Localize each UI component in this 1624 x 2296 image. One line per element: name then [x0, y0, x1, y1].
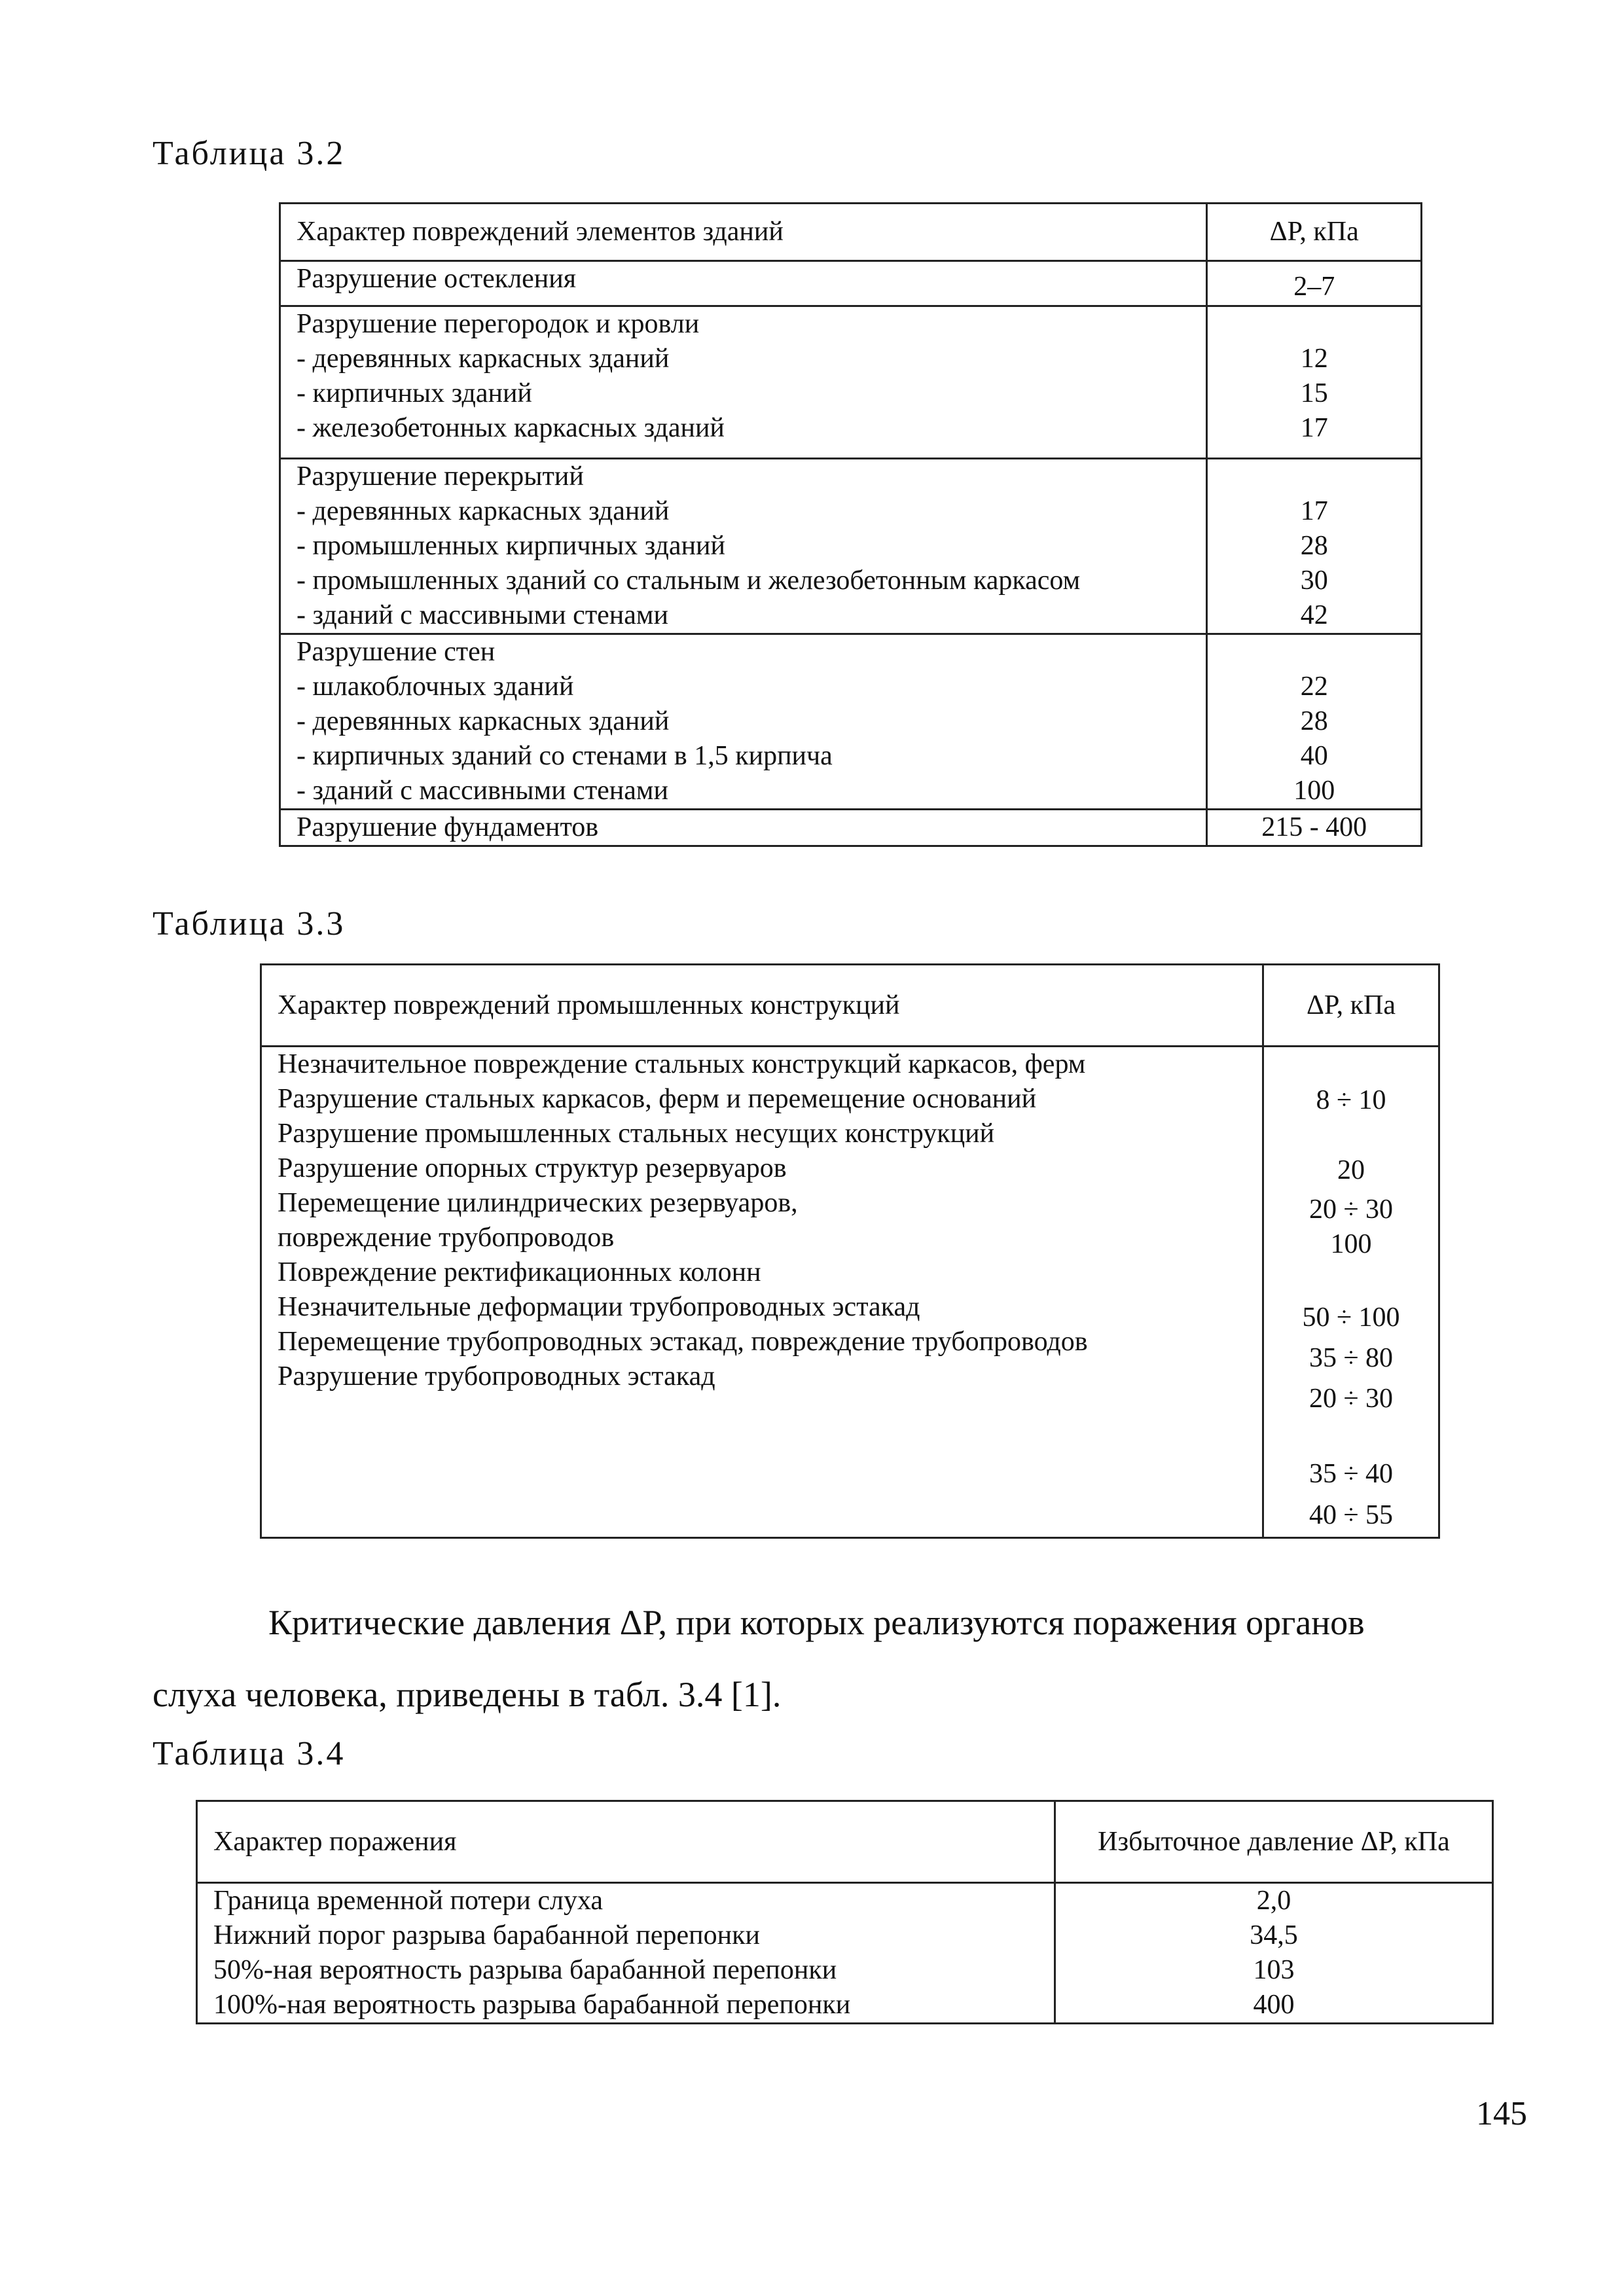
- row-value: 12: [1300, 344, 1328, 374]
- row-label: 100%-ная вероятность разрыва барабанной перепонки: [213, 1990, 851, 2020]
- table-3-4-caption: Таблица 3.4: [153, 1735, 346, 1772]
- row-value: 30: [1300, 565, 1328, 596]
- row-label: Незначительные деформации трубопроводных эстакад: [278, 1292, 920, 1322]
- paragraph-line-2: слуха человека, приведены в табл. 3.4 [1].: [153, 1675, 782, 1714]
- row-label: - железобетонных каркасных зданий: [297, 413, 725, 443]
- row-label: - деревянных каркасных зданий: [297, 344, 670, 374]
- table-row: [280, 459, 1422, 634]
- table-row: [280, 306, 1422, 459]
- header-cell: [261, 965, 1263, 1047]
- row-label: Разрушение фундаментов: [297, 812, 599, 842]
- header-cell: [280, 204, 1207, 261]
- table-3-2: [279, 202, 1422, 847]
- row-label: - шлакоблочных зданий: [297, 672, 574, 702]
- row-value: 103: [1253, 1955, 1295, 1985]
- table-cell: [1207, 306, 1422, 459]
- row-label: Повреждение ректификационных колонн: [278, 1257, 761, 1287]
- row-value: 400: [1253, 1990, 1295, 2020]
- row-label: Граница временной потери слуха: [213, 1886, 604, 1916]
- table-3-3: [260, 963, 1440, 1539]
- header-label: Характер повреждений элементов зданий: [297, 217, 784, 247]
- header-cell: [1055, 1801, 1492, 1883]
- row-value: 20 ÷ 30: [1308, 1384, 1394, 1414]
- row-value: 50 ÷ 100: [1302, 1302, 1400, 1333]
- row-value: 40 ÷ 55: [1308, 1500, 1394, 1530]
- row-label: Незначительное повреждение стальных конструкций каркасов, ферм: [278, 1049, 1086, 1079]
- row-value: 42: [1300, 600, 1328, 630]
- table-row: [280, 204, 1422, 261]
- row-label: - кирпичных зданий со стенами в 1,5 кирпича: [297, 741, 833, 771]
- table-cell: [1263, 1047, 1439, 1538]
- row-value: 35 ÷ 40: [1308, 1459, 1394, 1489]
- row-label: Перемещение цилиндрических резервуаров,: [278, 1188, 798, 1218]
- header-cell: [1207, 204, 1422, 261]
- row-label: Разрушение остекления: [297, 264, 577, 294]
- header-label: ΔP, кПа: [1269, 217, 1359, 247]
- row-value: 28: [1300, 706, 1328, 736]
- table-cell: [1055, 1883, 1492, 2024]
- header-label: ΔP, кПа: [1306, 990, 1396, 1020]
- table-row: [261, 1047, 1439, 1538]
- row-label: Перемещение трубопроводных эстакад, повреждение трубопроводов: [278, 1327, 1088, 1357]
- table-row: [280, 634, 1422, 810]
- group-title: Разрушение перекрытий: [297, 461, 584, 492]
- table-cell: [261, 1047, 1263, 1538]
- row-label: - деревянных каркасных зданий: [297, 496, 670, 526]
- table-row: [197, 1801, 1493, 1883]
- row-label: - промышленных кирпичных зданий: [297, 531, 725, 561]
- group-title: Разрушение стен: [297, 637, 496, 667]
- row-label: - кирпичных зданий: [297, 378, 532, 408]
- table-3-4: [196, 1800, 1494, 2024]
- row-label: повреждение трубопроводов: [278, 1223, 615, 1253]
- row-value: 20: [1337, 1155, 1365, 1185]
- row-value: 17: [1300, 413, 1328, 443]
- row-label: 50%-ная вероятность разрыва барабанной перепонки: [213, 1955, 837, 1985]
- row-value: 2–7: [1293, 272, 1335, 302]
- row-value: 8 ÷ 10: [1316, 1085, 1386, 1115]
- table-cell: [1207, 634, 1422, 810]
- row-value: 100: [1330, 1229, 1372, 1259]
- row-value: 20 ÷ 30: [1308, 1194, 1394, 1225]
- table-cell: [1207, 810, 1422, 846]
- paragraph-line-1: Критические давления ΔP, при которых реализуются поражения органов: [268, 1603, 1365, 1642]
- row-label: - зданий с массивными стенами: [297, 600, 668, 630]
- row-value: 17: [1300, 496, 1328, 526]
- table-row: [280, 261, 1422, 306]
- header-cell: [197, 1801, 1055, 1883]
- row-label: Разрушение опорных структур резервуаров: [278, 1153, 787, 1183]
- row-label: Разрушение трубопроводных эстакад: [278, 1361, 715, 1391]
- row-value: 34,5: [1250, 1920, 1298, 1950]
- page-number: 145: [1476, 2095, 1527, 2132]
- table-row: [261, 965, 1439, 1047]
- table-cell: [1207, 261, 1422, 306]
- header-cell: [1263, 965, 1439, 1047]
- table-row: [197, 1883, 1493, 2024]
- group-title: Разрушение перегородок и кровли: [297, 309, 700, 339]
- row-value: 22: [1300, 672, 1328, 702]
- row-value: 2,0: [1256, 1886, 1291, 1916]
- table-cell: [280, 261, 1207, 306]
- row-value: 215 - 400: [1261, 812, 1367, 842]
- row-label: - промышленных зданий со стальным и железобетонным каркасом: [297, 565, 1081, 596]
- header-label: Характер повреждений промышленных конструкций: [278, 990, 900, 1020]
- table-3-3-caption: Таблица 3.3: [153, 905, 346, 942]
- row-value: 28: [1300, 531, 1328, 561]
- table-cell: [280, 459, 1207, 634]
- row-value: 40: [1300, 741, 1328, 771]
- header-label: Характер поражения: [213, 1826, 457, 1857]
- table-cell: [280, 634, 1207, 810]
- row-label: Разрушение промышленных стальных несущих конструкций: [278, 1119, 995, 1149]
- row-label: - деревянных каркасных зданий: [297, 706, 670, 736]
- row-value: 35 ÷ 80: [1308, 1343, 1394, 1373]
- row-value: 15: [1300, 378, 1328, 408]
- table-3-2-caption: Таблица 3.2: [153, 135, 346, 172]
- header-label: Избыточное давление ΔP, кПа: [1098, 1826, 1450, 1857]
- row-value: 100: [1293, 776, 1335, 806]
- table-row: [280, 810, 1422, 846]
- table-cell: [280, 306, 1207, 459]
- table-cell: [197, 1883, 1055, 2024]
- table-cell: [1207, 459, 1422, 634]
- row-label: Нижний порог разрыва барабанной перепонки: [213, 1920, 761, 1950]
- table-cell: [280, 810, 1207, 846]
- row-label: - зданий с массивными стенами: [297, 776, 668, 806]
- row-label: Разрушение стальных каркасов, ферм и перемещение оснований: [278, 1084, 1037, 1114]
